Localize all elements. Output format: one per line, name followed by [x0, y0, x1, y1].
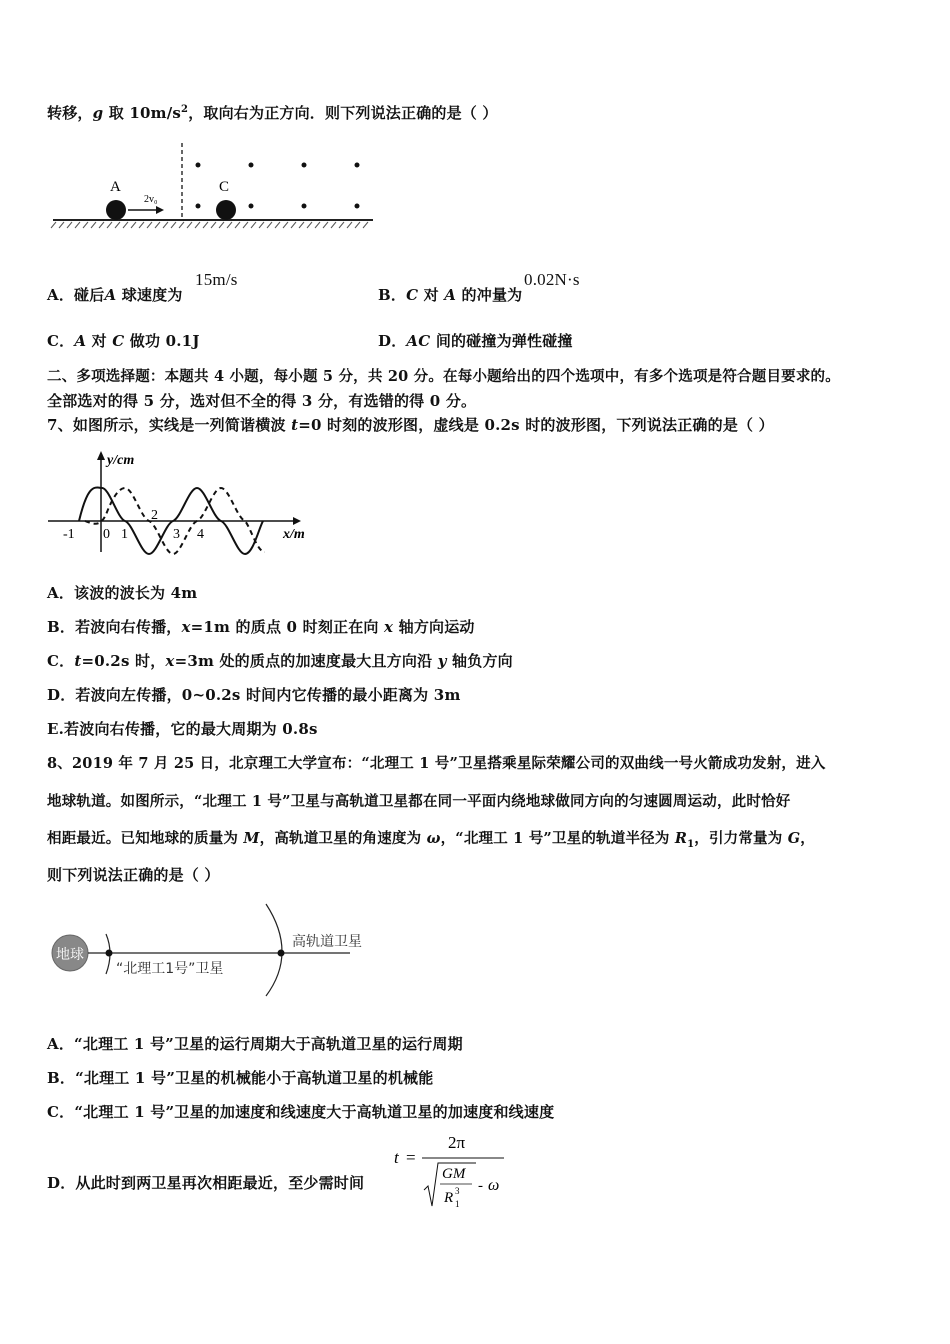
ball-a [106, 200, 126, 220]
formula-gm: GM [442, 1166, 466, 1182]
velocity-arrowhead [156, 206, 164, 214]
tick-3: 3 [173, 527, 180, 542]
label-c: C [219, 179, 230, 195]
q7-option-e: E.若波向右传播，它的最大周期为 0.8s [47, 720, 318, 738]
q7-stem-pre: 7、如图所示，实线是一列简谐横波 [47, 416, 292, 434]
q8-line3-m: M [243, 830, 260, 847]
q7-c-var2: x [165, 652, 175, 670]
label-a: A [110, 179, 121, 195]
q6-intro [47, 102, 498, 123]
q6-b-text3: 的冲量为 [456, 286, 523, 304]
q6-a-value: 15m/s [195, 270, 238, 289]
q8-line3-pre: 相距最近。已知地球的质量为 [47, 830, 244, 847]
y-axis-arrowhead [97, 451, 105, 460]
q8-option-a: A．“北理工 1 号”卫星的运行周期大于高轨道卫星的运行周期 [47, 1035, 463, 1053]
q6-a-text2: 球速度为 [116, 286, 183, 304]
formula-r-sup: 3 [455, 1186, 460, 1196]
q6-option-b [378, 284, 522, 305]
tick-4: 4 [197, 527, 204, 542]
q6-b-var2: A [444, 286, 457, 304]
formula-numerator: 2π [448, 1133, 466, 1152]
q7-c-var3: y [437, 652, 447, 670]
q6-c-var2: C [112, 332, 125, 350]
q6-intro-post: ，取向右为正方向．则下列说法正确的是（ ） [188, 104, 498, 122]
tick-1: 1 [121, 527, 128, 542]
earth-label: 地球 [56, 947, 84, 963]
q7-b-var2: x [384, 618, 394, 636]
q6-intro-pre: 转移， [47, 104, 93, 122]
q6-intro-mid: 取 10m/s [103, 104, 182, 122]
q8-line2: 地球轨道。如图所示，“北理工 1 号”卫星与高轨道卫星都在同一平面内绕地球做同方向的匀速圆周运动，此时恰好 [47, 793, 791, 810]
q6-b-text: B． [378, 286, 407, 304]
q6-d-text2: 间的碰撞为弹性碰撞 [430, 332, 573, 350]
section2-line2: 全部选对的得 5 分，选对但不全的得 3 分，有选错的得 0 分。 [47, 392, 477, 410]
y-axis-label: y/cm [107, 453, 135, 468]
q8-line3-mid: ，高轨道卫星的角速度为 [259, 830, 427, 847]
q7-c-mid: =0.2s 时， [81, 652, 166, 670]
tick-0: 0 [103, 527, 110, 542]
q8-line3 [47, 827, 815, 850]
q6-option-c [47, 330, 200, 351]
q6-option-a [47, 284, 183, 305]
q6-intro-g: g [92, 104, 104, 122]
q6-a-text: A．碰后 [47, 286, 105, 304]
q6-b-var1: C [406, 286, 419, 304]
q6-d-var: AC [406, 332, 431, 350]
q7-stem [47, 414, 774, 435]
section2-line1: 二、多项选择题：本题共 4 小题，每小题 5 分，共 20 分。在每小题给出的四个选项中，有多个选项是符合题目要求的。 [47, 368, 840, 385]
q6-c-text2: 对 [86, 332, 113, 350]
q8-option-b: B．“北理工 1 号”卫星的机械能小于高轨道卫星的机械能 [47, 1069, 434, 1087]
q6-option-d [378, 330, 573, 351]
q7-stem-var: t [291, 416, 299, 434]
velocity-label: 2v₀ [144, 194, 158, 205]
q7-stem-post: =0 时刻的波形图，虚线是 0.2s 时的波形图，下列说法正确的是（ ） [298, 416, 774, 434]
q7-option-b [47, 616, 475, 637]
q7-c-pre: C． [47, 652, 75, 670]
x-axis-arrowhead [293, 517, 301, 525]
high-sat-label: 高轨道卫星 [292, 934, 362, 950]
q8-line4: 则下列说法正确的是（ ） [47, 866, 220, 884]
q8-option-c: C．“北理工 1 号”卫星的加速度和线速度大于高轨道卫星的加速度和线速度 [47, 1103, 555, 1121]
q8-line3-sub: 1 [687, 838, 695, 850]
q7-b-var: x [181, 618, 191, 636]
q8-line3-g: G [787, 830, 801, 847]
q7-option-c [47, 650, 513, 671]
bit-satellite-dot [106, 950, 113, 957]
ball-c [216, 200, 236, 220]
tick-minus1: -1 [63, 527, 75, 542]
q8-line3-post: ， [800, 830, 815, 847]
q8-line3-mid2: ，“北理工 1 号”卫星的轨道半径为 [440, 830, 675, 847]
q6-intro-sup: 2 [181, 104, 189, 115]
formula-omega: ω [488, 1177, 500, 1194]
q6-c-var1: A [74, 332, 87, 350]
q7-b-post: 轴方向运动 [393, 618, 475, 636]
q7-option-d: D．若波向左传播，0~0.2s 时间内它传播的最小距离为 3m [47, 686, 461, 704]
q8-line3-mid3: ，引力常量为 [694, 830, 788, 847]
q6-a-var: A [104, 286, 117, 304]
formula-eq: = [406, 1148, 416, 1167]
q8-option-d: D．从此时到两卫星再次相距最近，至少需时间 [47, 1174, 365, 1192]
q7-c-post: 轴负方向 [446, 652, 513, 670]
q6-d-text: D． [378, 332, 407, 350]
q8-orbit-figure [48, 898, 388, 1003]
tick-2: 2 [151, 508, 158, 523]
q8-line3-r: R [674, 830, 688, 847]
formula-minus: - [478, 1178, 483, 1194]
q8-line3-w: ω [426, 830, 441, 847]
q7-c-mid2: =3m 处的质点的加速度最大且方向沿 [174, 652, 438, 670]
q6-c-text: C． [47, 332, 75, 350]
q8-d-formula [392, 1128, 512, 1213]
bit-sat-label: “北理工1号”卫星 [116, 961, 224, 977]
formula-r-sub: 1 [455, 1199, 460, 1209]
x-axis-label: x/m [283, 527, 305, 542]
q7-option-a: A．该波的波长为 4m [47, 584, 198, 602]
ground-hatching [51, 222, 368, 228]
q7-b-pre: B．若波向右传播， [47, 618, 182, 636]
q6-collision-figure [48, 140, 378, 235]
q7-b-mid: =1m 的质点 0 时刻正在向 [190, 618, 385, 636]
formula-r: R [444, 1190, 454, 1206]
q6-b-text2: 对 [418, 286, 445, 304]
q6-c-text3: 做功 0.1J [124, 332, 200, 350]
q7-wave-figure [45, 448, 325, 558]
formula-t: t [394, 1148, 399, 1167]
q8-line1: 8、2019 年 7 月 25 日，北京理工大学宣布：“北理工 1 号”卫星搭乘星际荣耀公司的双曲线一号火箭成功发射，进入 [47, 755, 826, 772]
high-satellite-dot [278, 950, 285, 957]
q6-b-value: 0.02N·s [524, 270, 580, 289]
q7-c-var: t [74, 652, 82, 670]
